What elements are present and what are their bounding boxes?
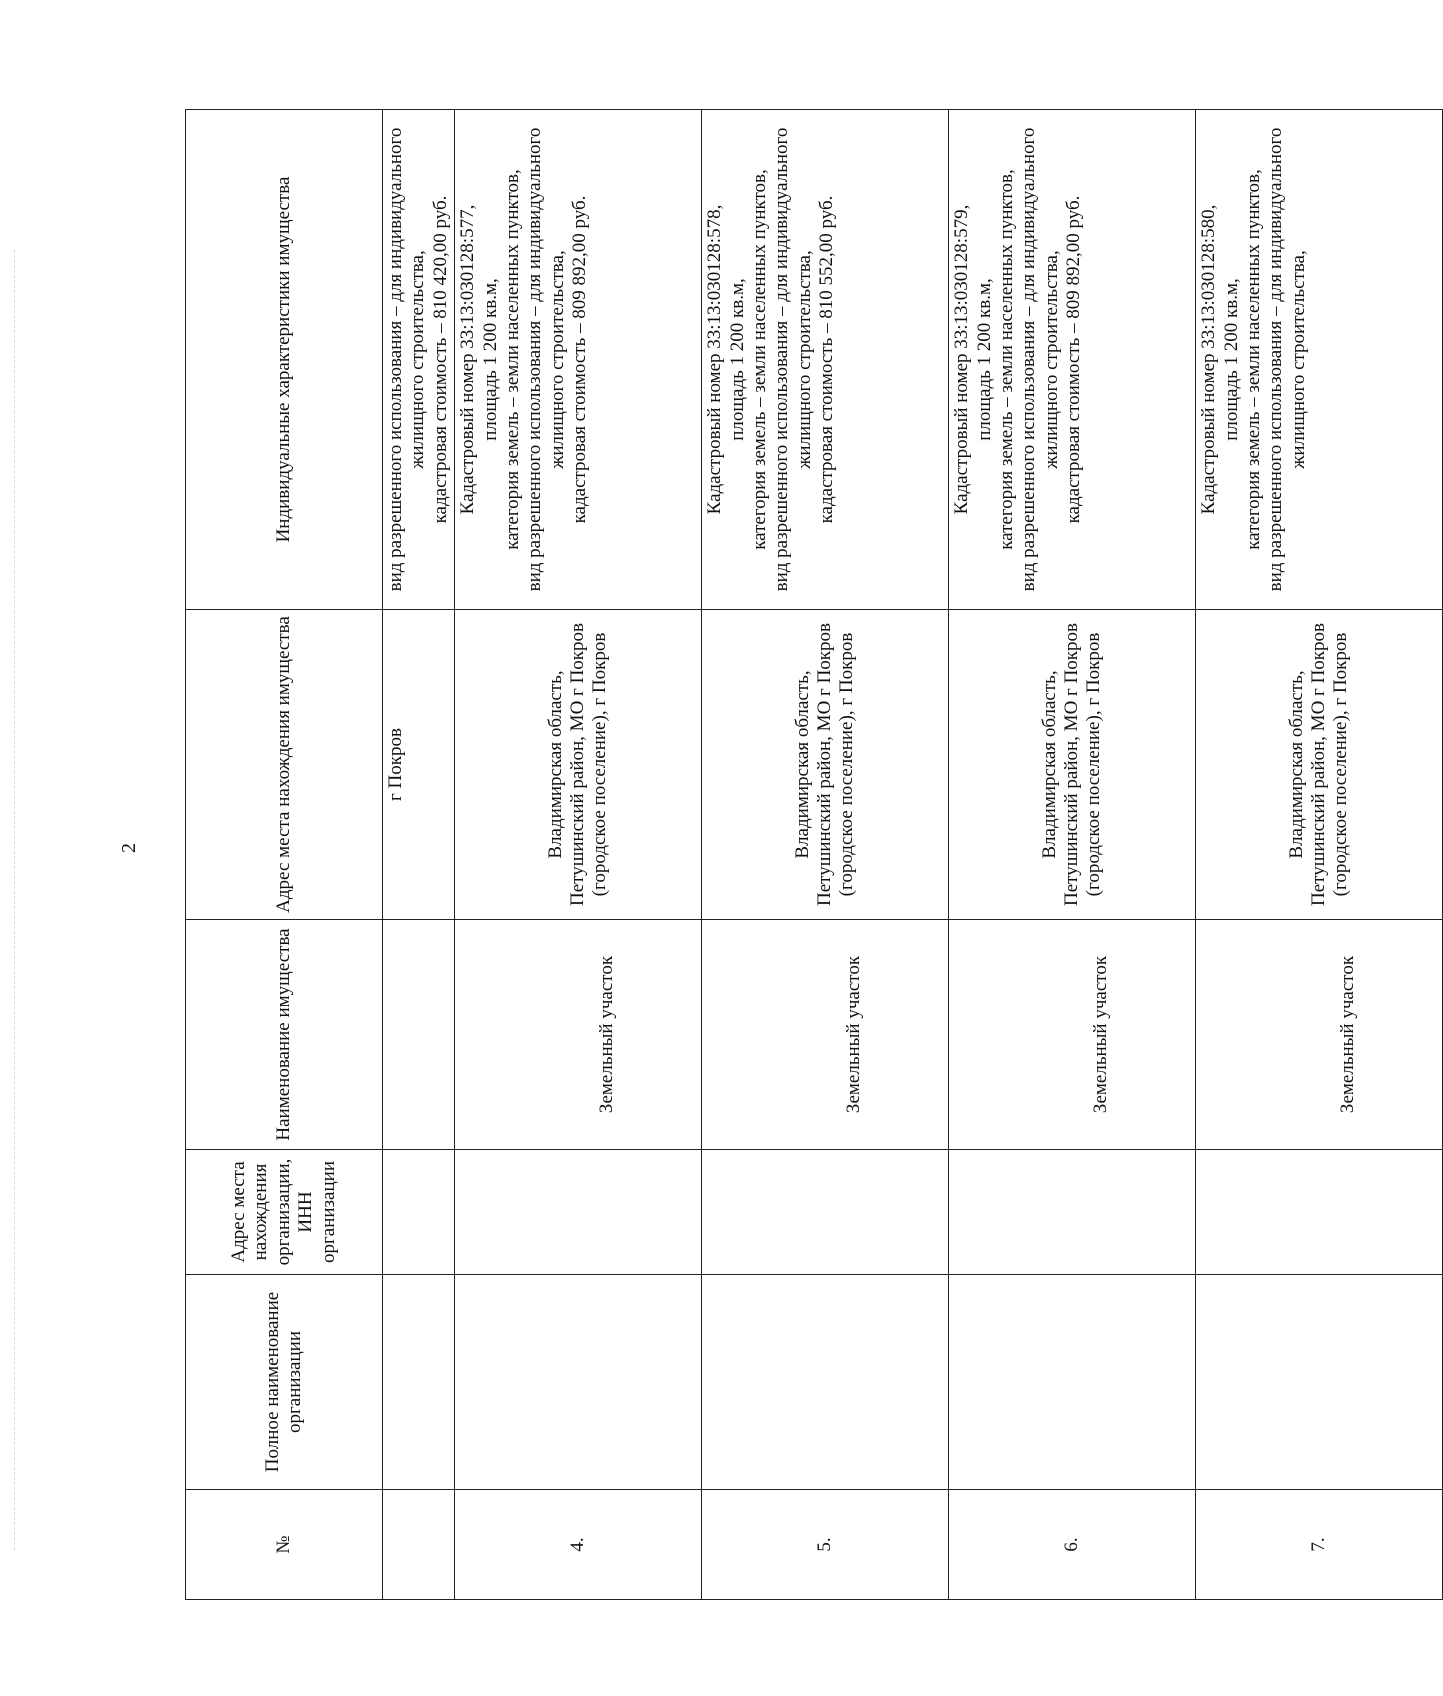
characteristic-line: вид разрешенного использования – для индивидуального жилищного строительства, xyxy=(771,127,815,592)
cell-characteristics xyxy=(383,110,455,610)
characteristic-line: вид разрешенного использования – для индивидуального жилищного строительства, xyxy=(1265,127,1309,592)
rotated-table-container xyxy=(185,110,1359,1600)
characteristic-line: кадастровая стоимость – 809 892,00 руб. xyxy=(569,195,591,524)
header-property-address: Адрес места нахождения имущества xyxy=(186,610,383,920)
cell-no xyxy=(383,1490,455,1600)
cell-property-address: Владимирская область, Петушинский район, МО г Покров (городское поселение), г Покров xyxy=(702,610,949,920)
header-property-characteristics: Индивидуальные характеристики имущества xyxy=(186,110,383,610)
scan-margin-marks xyxy=(14,250,17,1550)
characteristic-line: Кадастровый номер 33:13:030128:578, xyxy=(704,204,726,515)
characteristic-line: площадь 1 200 кв.м, xyxy=(1220,278,1242,441)
cell-org-address xyxy=(949,1150,1196,1275)
cell-no: 7. xyxy=(1196,1490,1443,1600)
characteristic-line: категория земель – земли населенных пунктов, xyxy=(1243,169,1265,550)
cell-property-name: Земельный участок xyxy=(949,920,1196,1150)
cell-no: 6. xyxy=(949,1490,1196,1600)
cell-org-address xyxy=(1196,1150,1443,1275)
table-row-continuation xyxy=(383,110,455,1600)
cell-property-address: Владимирская область, Петушинский район, МО г Покров (городское поселение), г Покров xyxy=(455,610,702,920)
cell-org-address xyxy=(702,1150,949,1275)
characteristic-line: площадь 1 200 кв.м, xyxy=(479,278,501,441)
table-header-row xyxy=(186,110,383,1600)
table-row xyxy=(702,110,949,1600)
cell-property-name: Земельный участок xyxy=(455,920,702,1150)
cell-characteristics xyxy=(1196,110,1443,610)
characteristic-line: вид разрешенного использования – для индивидуального жилищного строительства, xyxy=(1018,127,1062,592)
characteristic-line: кадастровая стоимость – 810 420,00 руб. xyxy=(429,195,451,524)
cell-property-name: Земельный участок xyxy=(1196,920,1443,1150)
table-row xyxy=(455,110,702,1600)
characteristic-line: категория земель – земли населенных пунктов, xyxy=(996,169,1018,550)
header-org-address: Адрес места нахождения организации, ИНН организации xyxy=(186,1150,383,1275)
cell-no: 5. xyxy=(702,1490,949,1600)
characteristic-line: вид разрешенного использования – для индивидуального жилищного строительства, xyxy=(385,127,429,592)
cell-property-address: г Покров xyxy=(383,610,455,920)
cell-characteristics xyxy=(455,110,702,610)
header-no: № xyxy=(186,1490,383,1600)
cell-no: 4. xyxy=(455,1490,702,1600)
cell-org-name xyxy=(1196,1275,1443,1490)
characteristic-line: Кадастровый номер 33:13:030128:577, xyxy=(457,204,479,515)
cell-property-address: Владимирская область, Петушинский район, МО г Покров (городское поселение), г Покров xyxy=(1196,610,1443,920)
table-row xyxy=(949,110,1196,1600)
cell-org-address xyxy=(455,1150,702,1275)
characteristic-line: кадастровая стоимость – 810 552,00 руб. xyxy=(816,195,838,524)
header-property-name: Наименование имущества xyxy=(186,920,383,1150)
header-org-full-name: Полное наименование организации xyxy=(186,1275,383,1490)
cell-org-name xyxy=(455,1275,702,1490)
characteristic-line: площадь 1 200 кв.м, xyxy=(726,278,748,441)
cell-org-address xyxy=(383,1150,455,1275)
cell-property-name xyxy=(383,920,455,1150)
cell-characteristics xyxy=(949,110,1196,610)
cell-property-address: Владимирская область, Петушинский район, МО г Покров (городское поселение), г Покров xyxy=(949,610,1196,920)
property-table xyxy=(185,109,1443,1600)
table-row xyxy=(1196,110,1443,1600)
characteristic-line: вид разрешенного использования – для индивидуального жилищного строительства, xyxy=(524,127,568,592)
characteristic-line: Кадастровый номер 33:13:030128:580, xyxy=(1198,204,1220,515)
characteristic-line: площадь 1 200 кв.м, xyxy=(973,278,995,441)
characteristic-line: категория земель – земли населенных пунктов, xyxy=(502,169,524,550)
characteristic-line: Кадастровый номер 33:13:030128:579, xyxy=(951,204,973,515)
characteristic-line: кадастровая стоимость – 809 892,00 руб. xyxy=(1063,195,1085,524)
cell-property-name: Земельный участок xyxy=(702,920,949,1150)
cell-org-name xyxy=(949,1275,1196,1490)
cell-org-name xyxy=(702,1275,949,1490)
characteristic-line: категория земель – земли населенных пунктов, xyxy=(749,169,771,550)
cell-characteristics xyxy=(702,110,949,610)
page-number: 2 xyxy=(118,843,140,853)
cell-org-name xyxy=(383,1275,455,1490)
